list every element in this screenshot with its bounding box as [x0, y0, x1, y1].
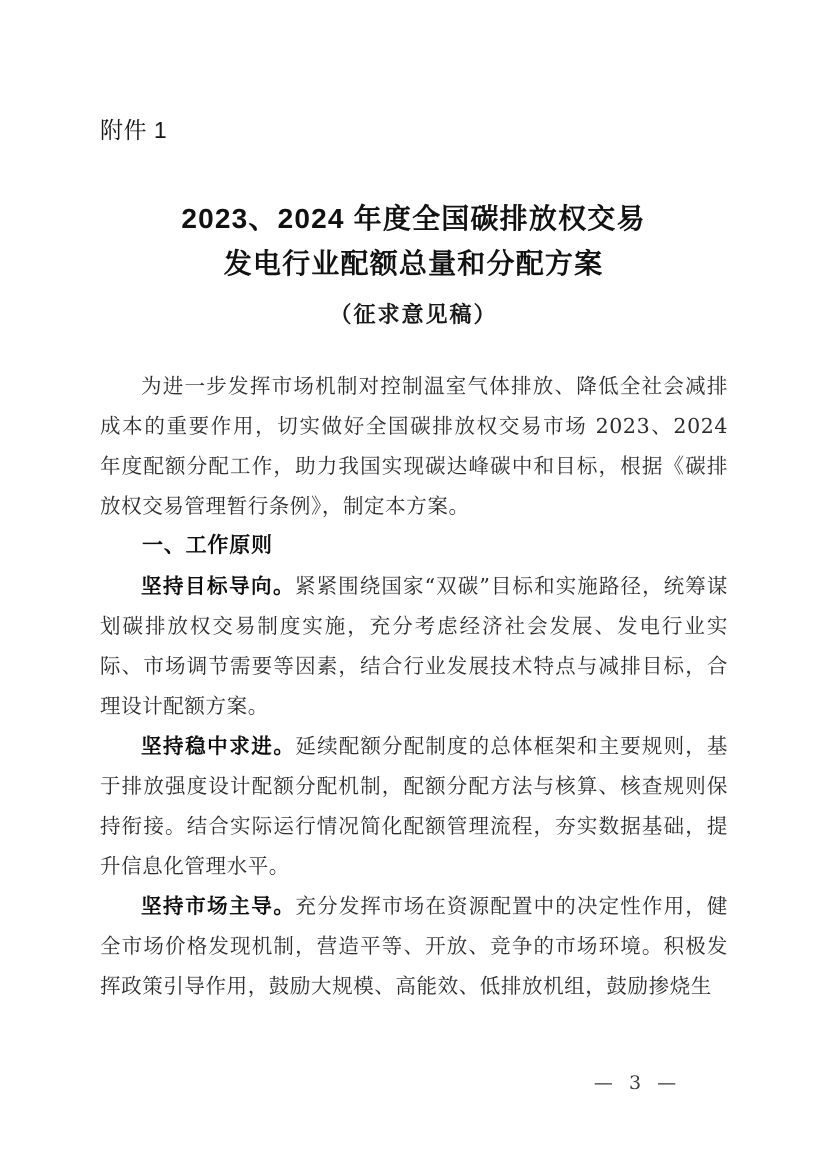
- document-subtitle: （征求意见稿）: [329, 302, 498, 328]
- section-heading-work-principles: 一、工作原则: [142, 534, 273, 557]
- principle-paragraph-steady-progress: [100, 726, 728, 886]
- document-title-line-1: 2023、2024 年度全国碳排放权交易: [181, 203, 646, 234]
- principle-text-market-led: 充分发挥市场在资源配置中的决定性作用，健全市场价格发现机制，营造平等、开放、竞争的市场环境。积极发挥政策引导作用，鼓励大规模、高能效、低排放机组，鼓励掺烧生: [100, 894, 729, 998]
- principle-lead-goal-oriented: 坚持目标导向。: [141, 574, 295, 598]
- document-title-line-2: 发电行业配额总量和分配方案: [223, 248, 604, 279]
- title-block: [100, 196, 727, 332]
- page-number: — 3 —: [593, 1072, 682, 1094]
- principle-paragraph-goal-oriented: [100, 566, 728, 726]
- page-footer: [0, 1072, 827, 1094]
- principle-text-goal-oriented: 紧紧围绕国家“双碳”目标和实施路径，统筹谋划碳排放权交易制度实施，充分考虑经济社会发展、发电行业实际、市场调节需要等因素，结合行业发展技术特点与减排目标，合理设计配额方案。: [100, 574, 728, 718]
- principle-paragraph-market-led: [100, 886, 728, 1006]
- principle-text-steady-progress: 延续配额分配制度的总体框架和主要规则，基于排放强度设计配额分配机制，配额分配方法与核算、核查规则保持衔接。结合实际运行情况简化配额管理流程，夯实数据基础，提升信息化管理水平。: [100, 734, 729, 878]
- principle-lead-market-led: 坚持市场主导。: [141, 894, 296, 918]
- attachment-marker: 附件 1: [100, 117, 168, 143]
- body-region: [100, 366, 728, 1006]
- principle-lead-steady-progress: 坚持稳中求进。: [141, 734, 296, 758]
- preamble-paragraph: 为进一步发挥市场机制对控制温室气体排放、降低全社会减排成本的重要作用，切实做好全国碳排放权交易市场 2023、2024 年度配额分配工作，助力我国实现碳达峰碳中和目标，根据《碳排放权交易管理暂行条例》，制定本方案。: [100, 374, 728, 518]
